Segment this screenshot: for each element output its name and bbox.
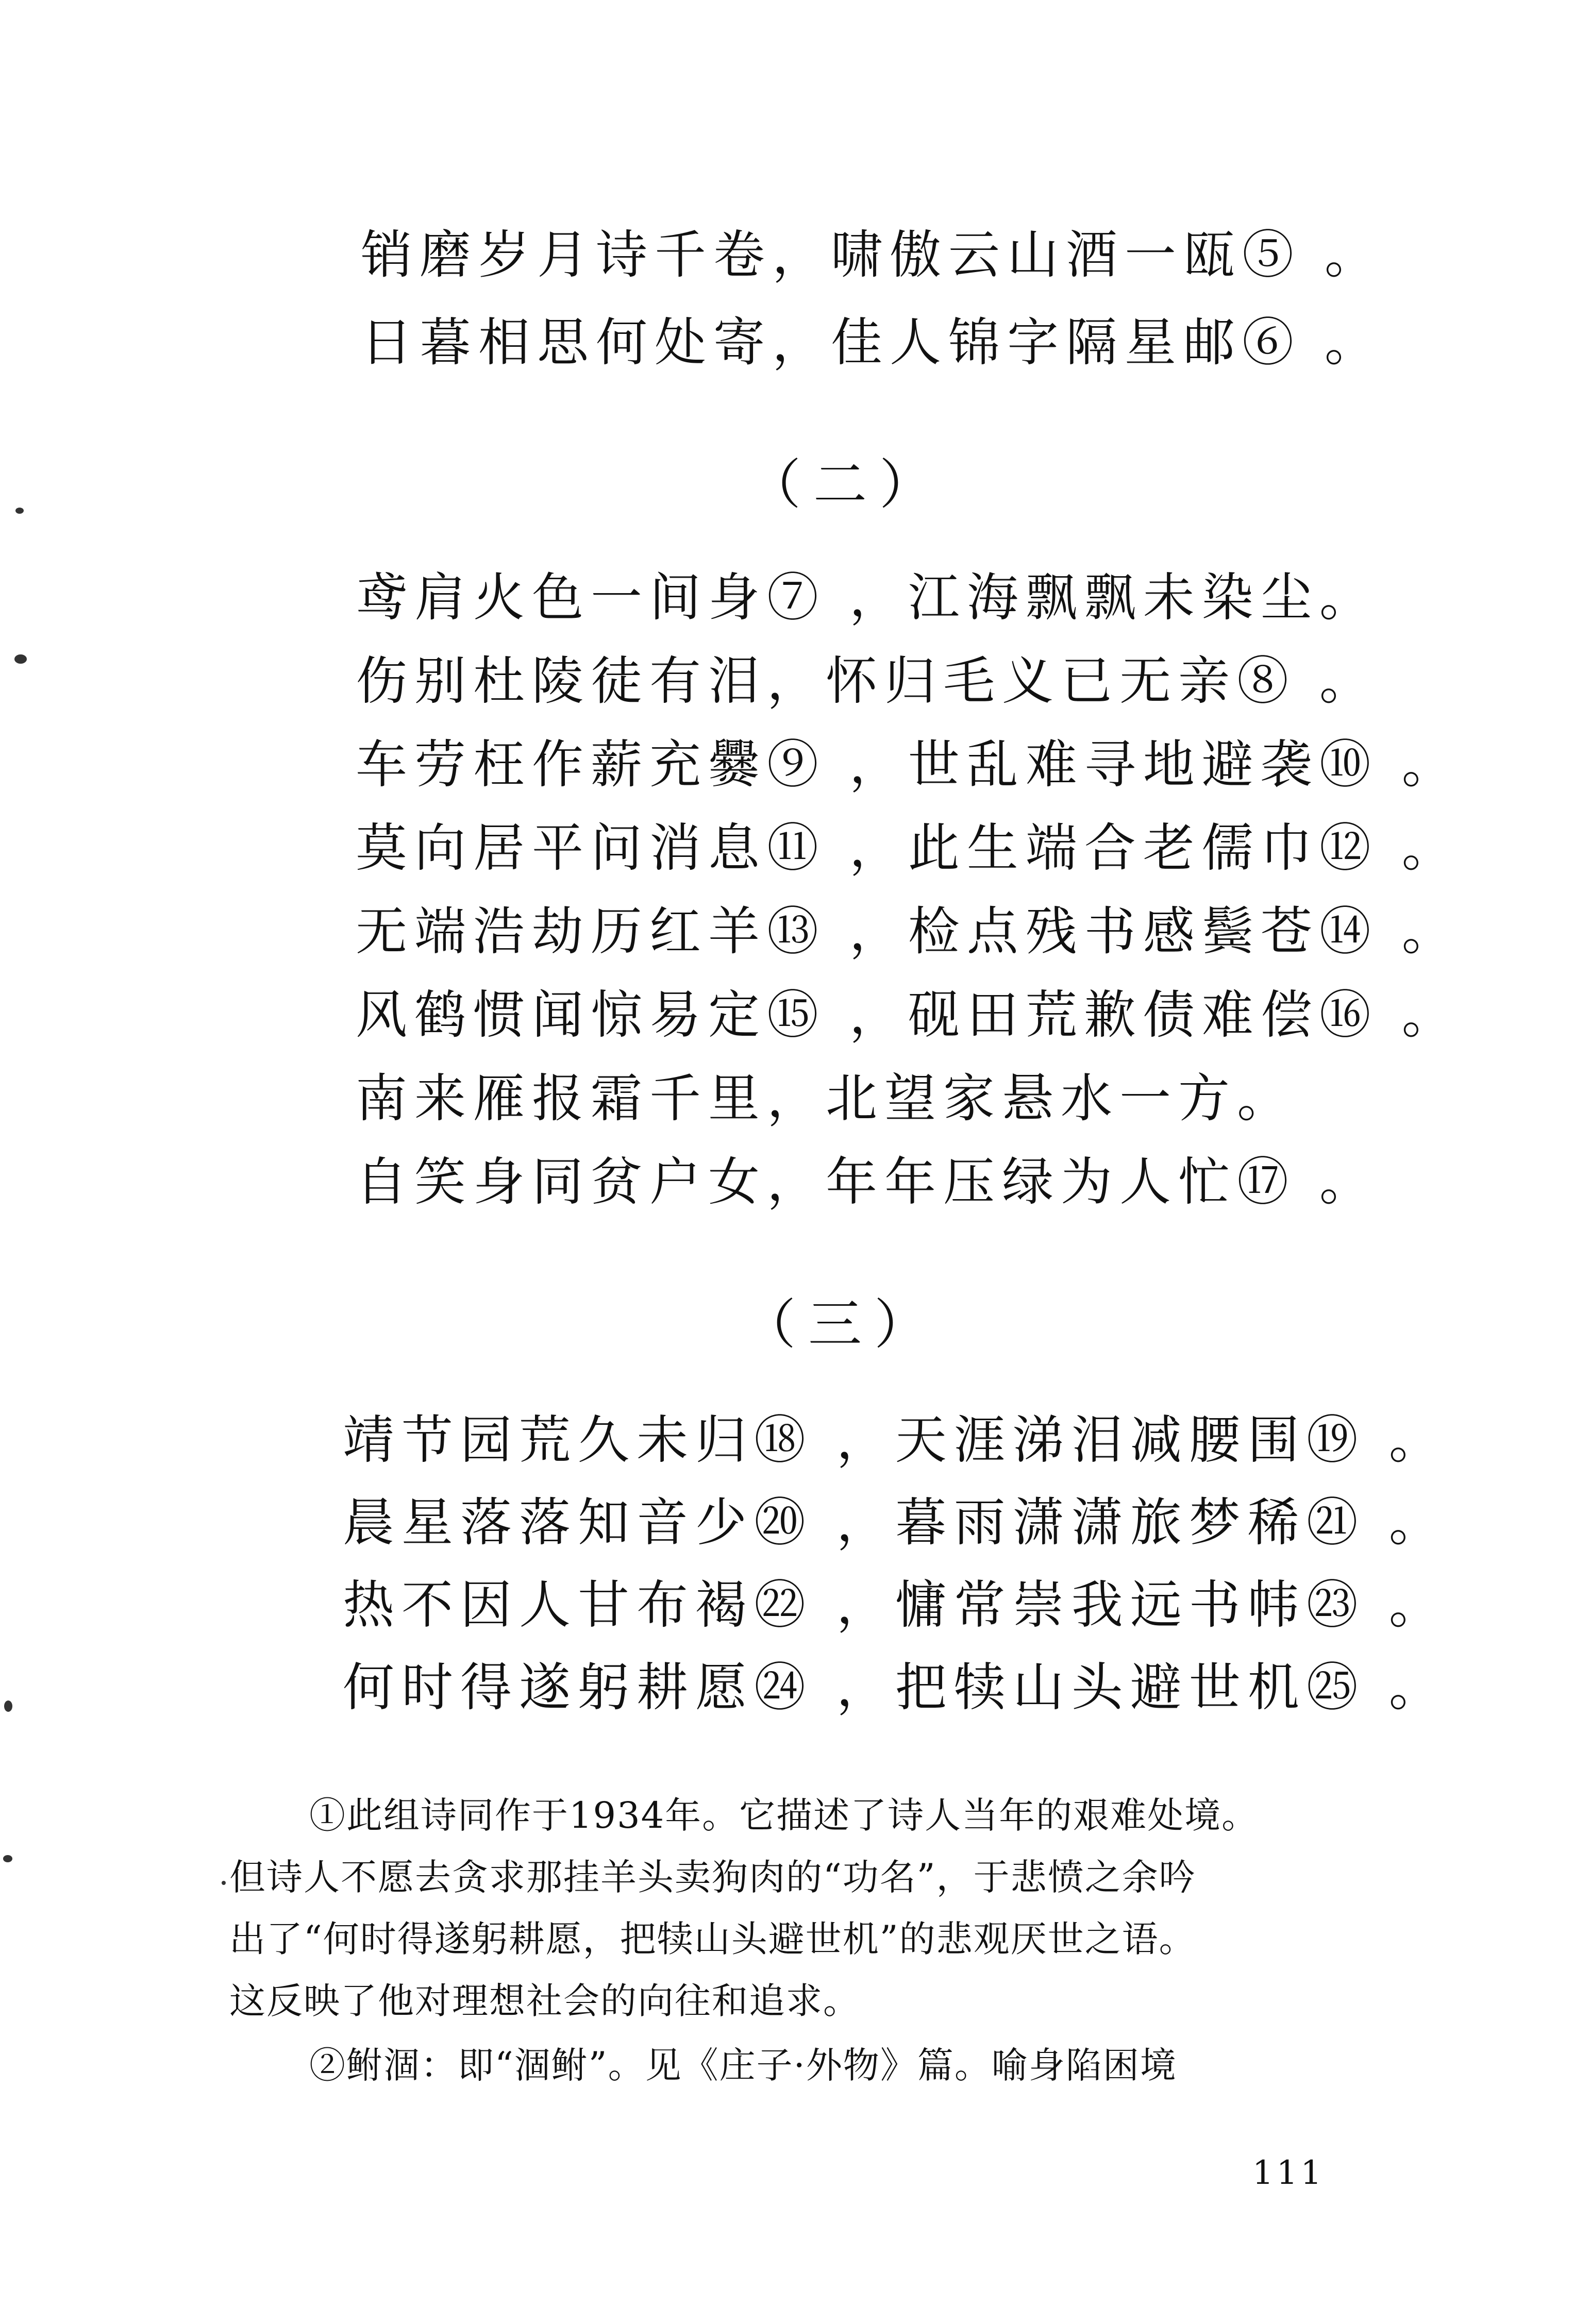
scan-speck	[222, 1881, 226, 1885]
scan-speck	[4, 1700, 12, 1712]
poem-line: 日暮相思何处寄，佳人锦字隔星邮⑥ 。	[361, 312, 1383, 373]
footnote-line: 出了“何时得遂躬耕愿，把犊山头避世机”的悲观厌世之语。	[229, 1918, 1196, 1960]
poem-line: 南来雁报霜千里，北望家悬水一方。	[356, 1068, 1296, 1129]
page-number: 111	[1252, 2154, 1325, 2192]
section-heading-3: （三）	[742, 1293, 941, 1356]
poem-line: 靖节园荒久未归⑱ ，天涯涕泪减腰围⑲ 。	[343, 1410, 1448, 1470]
poem-line: 销磨岁月诗千卷，啸傲云山酒一瓯⑤ 。	[361, 225, 1383, 285]
footnote-line: ①此组诗同作于1934年。它描述了诗人当年的艰难处境。	[309, 1794, 1259, 1837]
scan-speck	[3, 1855, 12, 1862]
poem-line: 无端浩劫历红羊⑬ ，检点残书感鬓苍⑭ 。	[356, 901, 1461, 962]
section-heading-2: （二）	[747, 453, 946, 516]
poem-line: 何时得遂躬耕愿㉔ ，把犊山头避世机㉕ 。	[343, 1657, 1448, 1717]
poem-line: 热不因人甘布褐㉒ ，慵常崇我远书帏㉓ 。	[343, 1575, 1448, 1635]
poem-line: 莫向居平问消息⑪ ，此生端合老儒巾⑫ 。	[356, 818, 1461, 878]
footnote-line: ②鲋涸：即“涸鲋”。见《庄子·外物》篇。喻身陷困境	[309, 2044, 1177, 2086]
poem-line: 晨星落落知音少⑳ ，暮雨潇潇旅梦稀㉑ 。	[343, 1492, 1448, 1553]
poem-line: 自笑身同贫户女，年年压绿为人忙⑰ 。	[356, 1152, 1378, 1212]
footnote-line: 但诗人不愿去贪求那挂羊头卖狗肉的“功名”，于悲愤之余吟	[229, 1856, 1196, 1898]
scan-speck	[15, 508, 24, 514]
poem-line: 风鹤惯闻惊易定⑮ ，砚田荒歉债难偿⑯ 。	[356, 985, 1461, 1045]
poem-line: 伤别杜陵徒有泪，怀归毛义已无亲⑧ 。	[356, 651, 1378, 711]
poem-line: 鸢肩火色一间身⑦ ，江海飘飘未染尘。	[356, 567, 1378, 628]
scan-speck	[14, 654, 27, 664]
poem-line: 车劳枉作薪充爨⑨ ，世乱难寻地避袭⑩ 。	[356, 734, 1461, 795]
footnote-line: 这反映了他对理想社会的向往和追求。	[229, 1980, 860, 2022]
